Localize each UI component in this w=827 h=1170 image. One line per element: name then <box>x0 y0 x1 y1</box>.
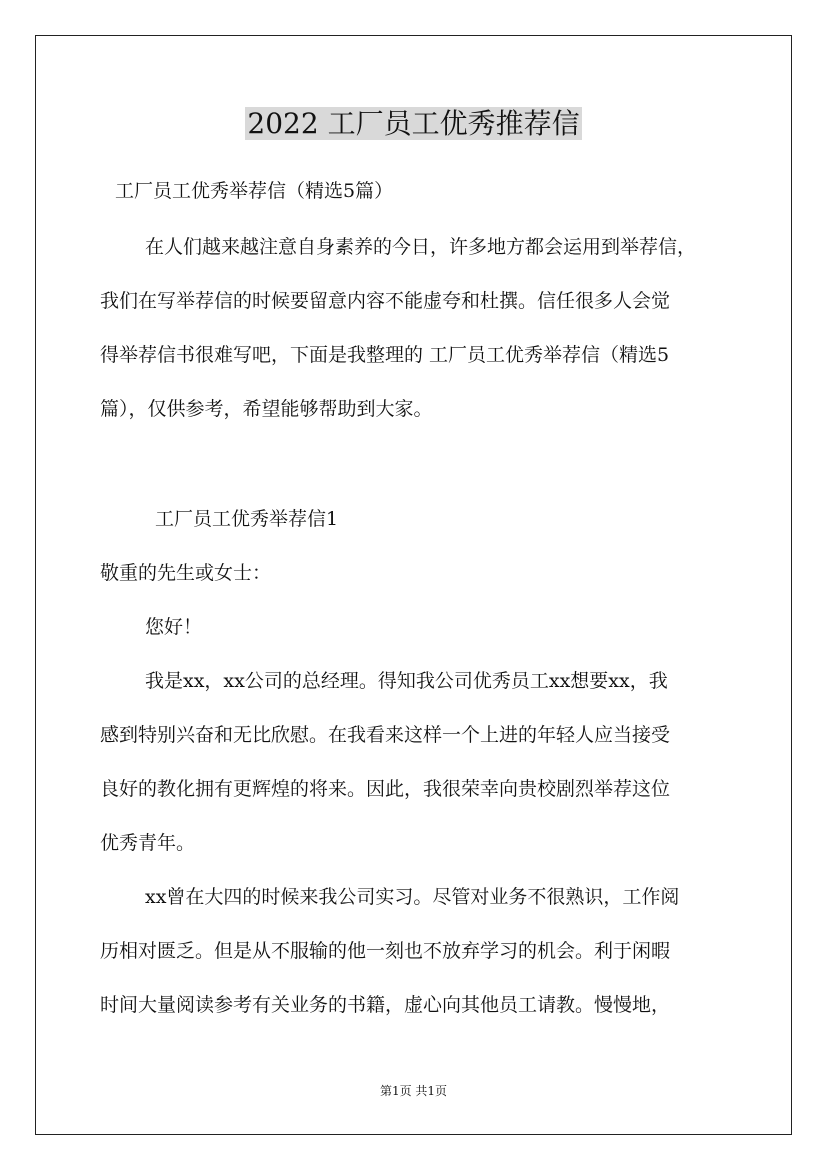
document-title <box>0 104 827 144</box>
paragraph-line: xx曾在大四的时候来我公司实习。尽管对业务不很熟识，工作阅 <box>145 886 680 908</box>
intro-line: 篇），仅供参考，希望能够帮助到大家。 <box>100 398 433 420</box>
salutation: 敬重的先生或女士： <box>100 562 272 584</box>
intro-line: 我们在写举荐信的时候要留意内容不能虚夸和杜撰。信任很多人会觉 <box>100 290 671 312</box>
paragraph-line: 优秀青年。 <box>100 832 196 854</box>
paragraph-line: 良好的教化拥有更辉煌的将来。因此，我很荣幸向贵校剧烈举荐这位 <box>100 778 671 800</box>
greeting: 您好！ <box>145 616 203 638</box>
paragraph-line: 时间大量阅读参考有关业务的书籍，虚心向其他员工请教。慢慢地， <box>100 994 671 1016</box>
subtitle: 工厂员工优秀举荐信（精选5篇） <box>115 180 394 202</box>
paragraph-line: 感到特别兴奋和无比欣慰。在我看来这样一个上进的年轻人应当接受 <box>100 724 671 746</box>
document-title-text: 2022 工厂员工优秀推荐信 <box>247 107 580 140</box>
page-footer: 第1页 共1页 <box>379 1084 448 1098</box>
paragraph-line: 我是xx，xx公司的总经理。得知我公司优秀员工xx想要xx，我 <box>145 670 668 692</box>
section-heading: 工厂员工优秀举荐信1 <box>155 508 339 530</box>
paragraph-line: 历相对匮乏。但是从不服输的他一刻也不放弃学习的机会。利于闲暇 <box>100 940 671 962</box>
intro-line: 得举荐信书很难写吧，下面是我整理的 工厂员工优秀举荐信（精选5 <box>100 344 670 366</box>
intro-line: 在人们越来越注意自身素养的今日，许多地方都会运用到举荐信， <box>145 236 697 258</box>
